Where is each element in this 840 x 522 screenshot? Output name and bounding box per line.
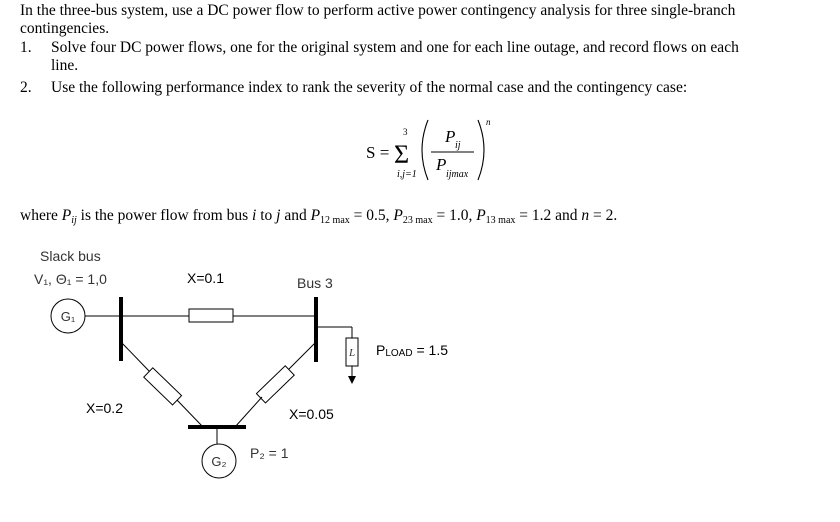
p2-label: P₂ = 1 bbox=[250, 445, 289, 461]
bus-3-bar bbox=[314, 297, 318, 362]
pload-prefix: P bbox=[376, 342, 386, 358]
where-j: j bbox=[276, 207, 281, 224]
pload-label bbox=[376, 342, 448, 359]
where-p12-val: = 0.5, bbox=[349, 207, 394, 224]
x23-label: X=0.05 bbox=[289, 406, 334, 422]
bus-3-label: Bus 3 bbox=[297, 275, 333, 291]
bus-2-bar bbox=[188, 425, 246, 429]
where-p13-val: = 1.2 and bbox=[515, 207, 582, 224]
where-p13: P bbox=[476, 207, 486, 224]
where-p23-sub: 23 max bbox=[402, 215, 433, 226]
formula-sum-lower: i,j=1 bbox=[397, 169, 417, 180]
where-p: P bbox=[61, 207, 72, 224]
formula-sum-sign: Σ bbox=[394, 140, 410, 169]
step-1-number: 1. bbox=[20, 39, 32, 56]
line-12-reactance-box bbox=[144, 368, 182, 405]
step-1-line-2: line. bbox=[51, 57, 79, 74]
line-13-reactance-box bbox=[189, 309, 233, 322]
x12-label: X=0.1 bbox=[187, 270, 224, 286]
formula-sum-upper: 3 bbox=[403, 127, 408, 137]
where-p-sub: ij bbox=[71, 215, 77, 226]
bus-1-bar bbox=[119, 297, 123, 361]
where-p13-sub: 13 max bbox=[485, 215, 516, 226]
pload-value: = 1.5 bbox=[412, 342, 448, 358]
load-arrow-icon bbox=[348, 376, 356, 384]
where-p12: P bbox=[310, 207, 321, 224]
v1-theta1-label: V₁, Θ₁ = 1,0 bbox=[34, 271, 107, 287]
formula-denominator-sub: ijmax bbox=[446, 169, 469, 180]
where-i: i bbox=[252, 207, 257, 224]
slack-bus-label: Slack bus bbox=[40, 248, 101, 264]
formula-numerator: P bbox=[445, 127, 456, 146]
formula-right-paren bbox=[478, 120, 484, 180]
formula-lhs: S = bbox=[366, 143, 390, 162]
where-prefix: where bbox=[20, 207, 62, 224]
line-23-lower bbox=[235, 397, 262, 427]
where-p23-val: = 1.0, bbox=[432, 207, 477, 224]
step-2-number: 2. bbox=[20, 79, 32, 96]
where-to: to bbox=[256, 207, 277, 224]
line-12-lower bbox=[177, 400, 203, 427]
where-and: and bbox=[280, 207, 311, 224]
pload-sub: LOAD bbox=[385, 348, 413, 359]
step-1-line-1: Solve four DC power flows, one for the original system and one for each line outage, and record flows on each bbox=[51, 39, 739, 56]
performance-index-formula bbox=[366, 117, 491, 180]
where-p12-sub: 12 max bbox=[320, 215, 350, 226]
line-12-upper bbox=[121, 342, 150, 372]
where-p23: P bbox=[393, 207, 403, 224]
line-23-upper bbox=[287, 342, 316, 371]
where-line bbox=[20, 207, 617, 226]
intro-line-1: In the three-bus system, use a DC power flow to perform active power contingency analysis for three single-branch bbox=[20, 2, 736, 19]
formula-exponent: n bbox=[486, 117, 491, 127]
step-2-line-1: Use the following performance index to rank the severity of the normal case and the contingency case: bbox=[51, 79, 688, 96]
where-n-val: = 2. bbox=[589, 207, 618, 224]
where-n: n bbox=[581, 207, 590, 224]
formula-numerator-sub: ij bbox=[455, 140, 461, 151]
x13-label: X=0.2 bbox=[86, 400, 123, 416]
formula-denominator: P bbox=[436, 155, 447, 174]
load-symbol: L bbox=[348, 347, 356, 359]
formula-left-paren bbox=[422, 120, 428, 180]
g2-label: G₂ bbox=[211, 454, 227, 469]
intro-line-2: contingencies. bbox=[20, 20, 110, 37]
g1-label: G₁ bbox=[60, 309, 76, 324]
three-bus-diagram bbox=[51, 297, 358, 478]
where-mid: is the power flow from bus bbox=[76, 207, 252, 224]
